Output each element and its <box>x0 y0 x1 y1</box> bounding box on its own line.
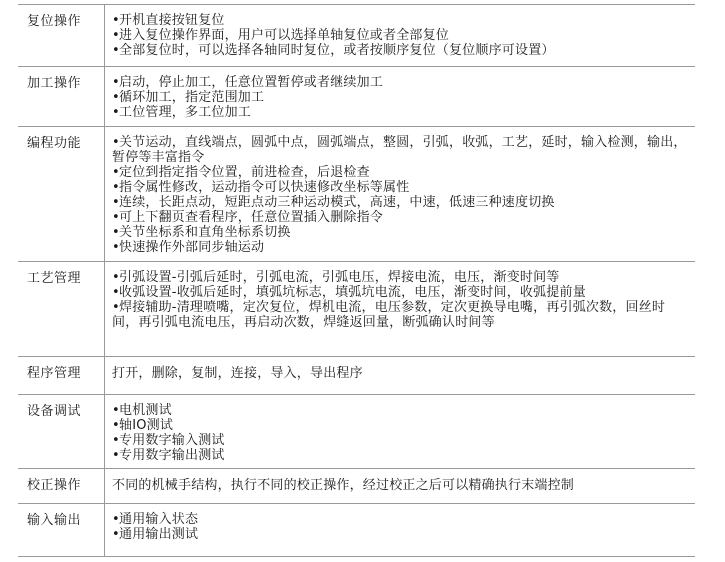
table-row <box>18 262 695 357</box>
list-item: • 全部复位时，可以选择各轴同时复位，或者按顺序复位（复位顺序可设置） <box>112 43 689 58</box>
table-row <box>18 395 695 469</box>
bullet-list <box>112 75 689 120</box>
bullet-list <box>112 270 689 330</box>
table-row <box>18 504 695 557</box>
list-item: • 关节运动，直线端点，圆弧中点，圆弧端点，整圆，引弧，收弧，工艺，延时，输入检测，输出，暂停等丰富指令 <box>112 135 689 165</box>
bullet-list <box>112 135 689 255</box>
list-item: • 通用输入状态 <box>112 512 689 527</box>
list-item: • 启动，停止加工，任意位置暂停或者继续加工 <box>112 75 689 90</box>
list-item: • 专用数字输入测试 <box>112 433 689 448</box>
table-row <box>18 5 695 67</box>
list-item: • 通用输出测试 <box>112 527 689 542</box>
table-row <box>18 469 695 504</box>
row-text: 打开，删除，复制，连接，导入，导出程序 <box>112 366 363 381</box>
row-text: 不同的机械手结构，执行不同的校正操作，经过校正之后可以精确执行末端控制 <box>112 478 575 493</box>
bullet-list <box>112 403 689 463</box>
list-item: • 快速操作外部同步轴运动 <box>112 240 689 255</box>
spec-table <box>18 4 695 557</box>
list-item: • 定位到指定指令位置，前进检查，后退检查 <box>112 165 689 180</box>
row-label: 校正操作 <box>27 478 82 493</box>
row-label: 加工操作 <box>27 76 82 91</box>
list-item: • 工位管理，多工位加工 <box>112 105 689 120</box>
list-item: • 关节坐标系和直角坐标系切换 <box>112 225 689 240</box>
list-item: • 专用数字输出测试 <box>112 448 689 463</box>
list-item: • 引弧设置-引弧后延时，引弧电流，引弧电压，焊接电流，电压，渐变时间等 <box>112 270 689 285</box>
row-label: 设备调试 <box>27 404 82 419</box>
list-item: • 进入复位操作界面，用户可以选择单轴复位或者全部复位 <box>112 28 689 43</box>
list-item: • 可上下翻页查看程序，任意位置插入删除指令 <box>112 210 689 225</box>
row-label: 输入输出 <box>27 513 82 528</box>
list-item: • 指令属性修改，运动指令可以快速修改坐标等属性 <box>112 180 689 195</box>
row-label: 复位操作 <box>27 14 82 29</box>
row-label: 编程功能 <box>27 136 82 151</box>
list-item: • 轴IO测试 <box>112 418 689 433</box>
list-item: • 开机直接按钮复位 <box>112 13 689 28</box>
table-row <box>18 67 695 127</box>
table-row <box>18 357 695 395</box>
bullet-list <box>112 13 689 58</box>
bullet-list <box>112 512 689 542</box>
row-label: 工艺管理 <box>27 271 82 286</box>
list-item: • 收弧设置-收弧后延时，填弧坑标志，填弧坑电流，电压，渐变时间，收弧提前量 <box>112 285 689 300</box>
table-row <box>18 127 695 262</box>
list-item: • 连续，长距点动，短距点动三种运动模式，高速，中速，低速三种速度切换 <box>112 195 689 210</box>
list-item: • 焊接辅助-清理喷嘴，定次复位，焊机电流，电压参数，定次更换导电嘴，再引弧次数，回丝时间，再引弧电流电压，再启动次数，焊缝返回量，断弧确认时间等 <box>112 300 689 330</box>
list-item: • 电机测试 <box>112 403 689 418</box>
list-item: • 循环加工，指定范围加工 <box>112 90 689 105</box>
row-label: 程序管理 <box>27 366 82 381</box>
